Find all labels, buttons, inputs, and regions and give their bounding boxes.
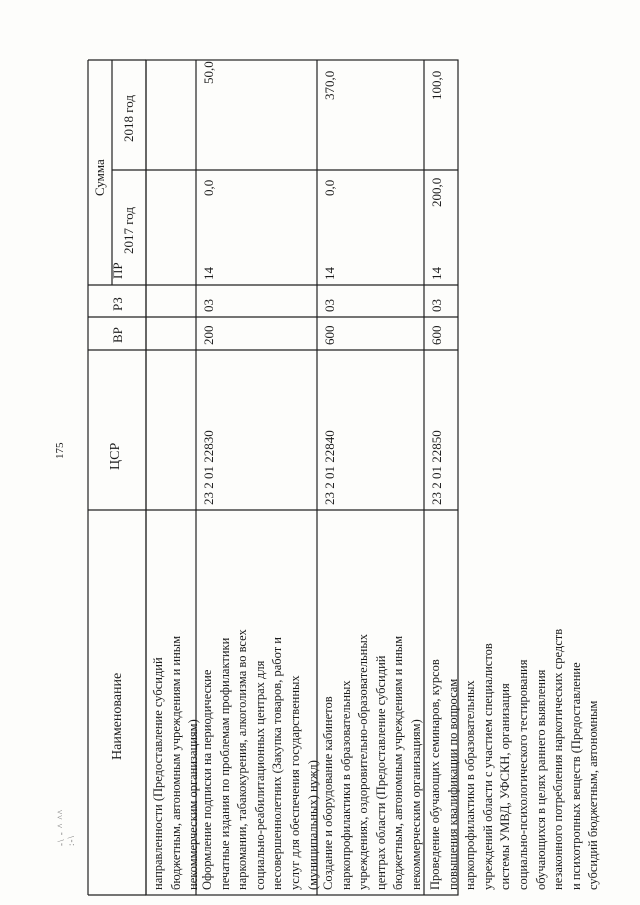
table-cell-rz: 03: [429, 299, 444, 312]
table-cell-2017: 0,0: [201, 179, 216, 196]
table-cell-vr: 600: [322, 325, 337, 345]
table-cell-2017: 0,0: [322, 179, 337, 196]
table-row-name: Создание и оборудование кабинетов наркопрофилактики в образовательных учреждениях, оздоровительно-образовательных центрах области (Предоставление субсидий бюджетным, автономным учреждениям и иным некоммерческим организациям): [321, 634, 423, 890]
header-2018: 2018 год: [121, 95, 136, 142]
table-cell-vr: 600: [429, 325, 444, 345]
table-cell-rz: 03: [322, 299, 337, 312]
header-rz: РЗ: [110, 297, 125, 311]
header-csr: ЦСР: [108, 442, 123, 470]
header-pr: ПР: [110, 262, 125, 279]
table-cell-pr: 14: [322, 267, 337, 280]
table-cell-vr: 200: [201, 325, 216, 345]
table-cell-pr: 14: [429, 267, 444, 280]
table-cell-rz: 03: [201, 299, 216, 312]
header-name: Наименование: [110, 672, 125, 760]
table-cell-csr: 23 2 01 22850: [429, 430, 444, 505]
table-row-name: направленности (Предоставление субсидий бюджетным, автономным учреждениям и иным некоммерческим организациям): [151, 635, 201, 890]
header-sum: Сумма: [92, 159, 107, 196]
table-cell-csr: 23 2 01 22840: [322, 430, 337, 505]
table-cell-csr: 23 2 01 22830: [201, 430, 216, 505]
table-cell-2017: 200,0: [429, 177, 444, 207]
header-2017: 2017 год: [121, 207, 136, 254]
table-cell-2018: 100,0: [429, 70, 444, 100]
table-cell-pr: 14: [201, 267, 216, 280]
scan-mark: -\ - ^ ^^ :-\: [56, 809, 76, 846]
table-cell-2018: 50,0: [201, 61, 216, 84]
header-vr: ВР: [110, 327, 125, 343]
table-row-name: Оформление подписки на периодические печатные издания по проблемам профилактики наркомании, табакокурения, алкоголизма во всех социально-реабилитационных центрах для несовершеннолетних (Закупка товаров, работ и услуг для обеспечения государственных (муниципальных) нужд): [200, 629, 320, 890]
table-row-name: Проведение обучающих семинаров, курсов повышения квалификации по вопросам наркопрофилактики в образовательных учреждений области с участием специалистов системы УМВД, УФСКН, организация социально-психологического тестирования обучающихся в целях раннего выявления незаконного потребления наркотических средств и психотропных веществ (Предоставление субсидий бюджетным, автономным: [428, 628, 601, 890]
page-number: 175: [54, 442, 66, 459]
table-cell-2018: 370,0: [322, 70, 337, 100]
